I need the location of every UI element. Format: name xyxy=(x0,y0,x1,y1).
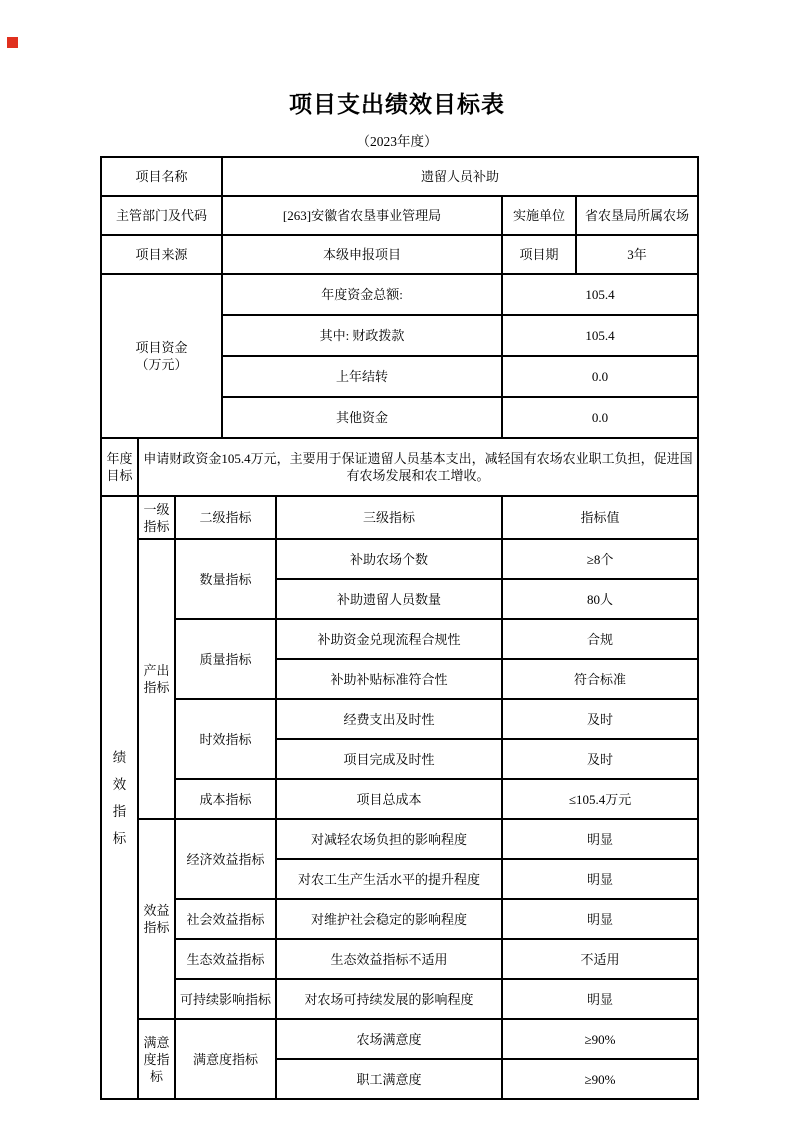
dept-code-label: 主管部门及代码 xyxy=(101,196,222,235)
funding-fiscal-label: 其中: 财政拨款 xyxy=(222,315,502,356)
red-marker xyxy=(7,37,18,48)
impl-unit-value: 省农垦局所属农场 xyxy=(576,196,698,235)
indicator-level3-cell: 职工满意度 xyxy=(276,1059,502,1099)
funding-other-label: 其他资金 xyxy=(222,397,502,438)
indicator-level2-cell: 社会效益指标 xyxy=(175,899,276,939)
funding-fiscal-value: 105.4 xyxy=(502,315,698,356)
impl-unit-label: 实施单位 xyxy=(502,196,576,235)
annual-goal-text: 申请财政资金105.4万元，主要用于保证遗留人员基本支出，减轻国有农场农业职工负担，促进国有农场发展和农工增收。 xyxy=(138,438,698,496)
indicator-level2-cell: 满意度指标 xyxy=(175,1019,276,1099)
annual-goal-label: 年度目标 xyxy=(101,438,138,496)
indicator-level3-cell: 项目完成及时性 xyxy=(276,739,502,779)
indicator-level3-cell: 项目总成本 xyxy=(276,779,502,819)
performance-indicators-side-label xyxy=(101,496,138,1099)
indicator-level2-cell: 数量指标 xyxy=(175,539,276,619)
indicator-level2-cell: 可持续影响指标 xyxy=(175,979,276,1019)
table-row xyxy=(101,196,698,235)
funding-total-label: 年度资金总额: xyxy=(222,274,502,315)
indicator-level1-cell: 效益指标 xyxy=(138,819,175,1019)
project-period-value: 3年 xyxy=(576,235,698,274)
table-row xyxy=(101,899,698,939)
table-row xyxy=(101,939,698,979)
project-period-label: 项目期 xyxy=(502,235,576,274)
project-source-label: 项目来源 xyxy=(101,235,222,274)
funding-carryover-label: 上年结转 xyxy=(222,356,502,397)
table-row xyxy=(101,496,698,539)
indicator-value-cell: 明显 xyxy=(502,979,698,1019)
table-row xyxy=(101,235,698,274)
funding-label-line2: （万元） xyxy=(135,357,188,372)
indicator-level3-cell: 补助资金兑现流程合规性 xyxy=(276,619,502,659)
indicator-value-cell: 80人 xyxy=(502,579,698,619)
indicator-value-cell: ≥8个 xyxy=(502,539,698,579)
indicator-value-cell: 合规 xyxy=(502,619,698,659)
header-level2: 二级指标 xyxy=(175,496,276,539)
indicator-level3-cell: 补助农场个数 xyxy=(276,539,502,579)
table-row xyxy=(101,619,698,659)
indicator-level3-cell: 农场满意度 xyxy=(276,1019,502,1059)
indicator-value-cell: ≤105.4万元 xyxy=(502,779,698,819)
indicator-value-cell: 明显 xyxy=(502,899,698,939)
indicator-level2-cell: 经济效益指标 xyxy=(175,819,276,899)
indicator-level3-cell: 对维护社会稳定的影响程度 xyxy=(276,899,502,939)
header-level1: 一级指标 xyxy=(138,496,175,539)
indicator-level2-cell: 生态效益指标 xyxy=(175,939,276,979)
project-source-value: 本级申报项目 xyxy=(222,235,502,274)
funding-other-value: 0.0 xyxy=(502,397,698,438)
indicator-level3-cell: 对减轻农场负担的影响程度 xyxy=(276,819,502,859)
table-row xyxy=(101,779,698,819)
project-name-value: 遗留人员补助 xyxy=(222,157,698,196)
page-title: 项目支出绩效目标表 xyxy=(289,92,505,117)
indicator-level1-cell: 满意度指标 xyxy=(138,1019,175,1099)
indicator-value-cell: 及时 xyxy=(502,699,698,739)
table-row xyxy=(101,819,698,859)
table-row xyxy=(101,539,698,579)
performance-indicators-side-text: 绩效指标 xyxy=(112,749,127,846)
performance-target-table xyxy=(100,156,699,1100)
indicator-value-cell: 符合标准 xyxy=(502,659,698,699)
page-subtitle: （2023年度） xyxy=(356,134,438,149)
indicator-level3-cell: 对农场可持续发展的影响程度 xyxy=(276,979,502,1019)
indicator-level2-cell: 成本指标 xyxy=(175,779,276,819)
project-name-label: 项目名称 xyxy=(101,157,222,196)
indicator-level2-cell: 质量指标 xyxy=(175,619,276,699)
indicator-level3-cell: 生态效益指标不适用 xyxy=(276,939,502,979)
table-row xyxy=(101,979,698,1019)
table-row xyxy=(101,438,698,496)
table-row xyxy=(101,274,698,315)
indicator-level3-cell: 补助遗留人员数量 xyxy=(276,579,502,619)
indicator-value-cell: 及时 xyxy=(502,739,698,779)
dept-code-value: [263]安徽省农垦事业管理局 xyxy=(222,196,502,235)
header-value: 指标值 xyxy=(502,496,698,539)
funding-label-line1: 项目资金 xyxy=(135,340,188,355)
indicator-value-cell: 不适用 xyxy=(502,939,698,979)
indicator-level1-cell: 产出指标 xyxy=(138,539,175,819)
indicator-value-cell: 明显 xyxy=(502,819,698,859)
indicator-level3-cell: 补助补贴标准符合性 xyxy=(276,659,502,699)
indicator-level3-cell: 经费支出及时性 xyxy=(276,699,502,739)
header-level3: 三级指标 xyxy=(276,496,502,539)
table-row xyxy=(101,157,698,196)
funding-total-value: 105.4 xyxy=(502,274,698,315)
indicator-level2-cell: 时效指标 xyxy=(175,699,276,779)
funding-label xyxy=(101,274,222,438)
indicator-level3-cell: 对农工生产生活水平的提升程度 xyxy=(276,859,502,899)
indicator-value-cell: ≥90% xyxy=(502,1059,698,1099)
indicator-value-cell: 明显 xyxy=(502,859,698,899)
table-row xyxy=(101,1019,698,1059)
funding-carryover-value: 0.0 xyxy=(502,356,698,397)
indicator-value-cell: ≥90% xyxy=(502,1019,698,1059)
table-row xyxy=(101,699,698,739)
